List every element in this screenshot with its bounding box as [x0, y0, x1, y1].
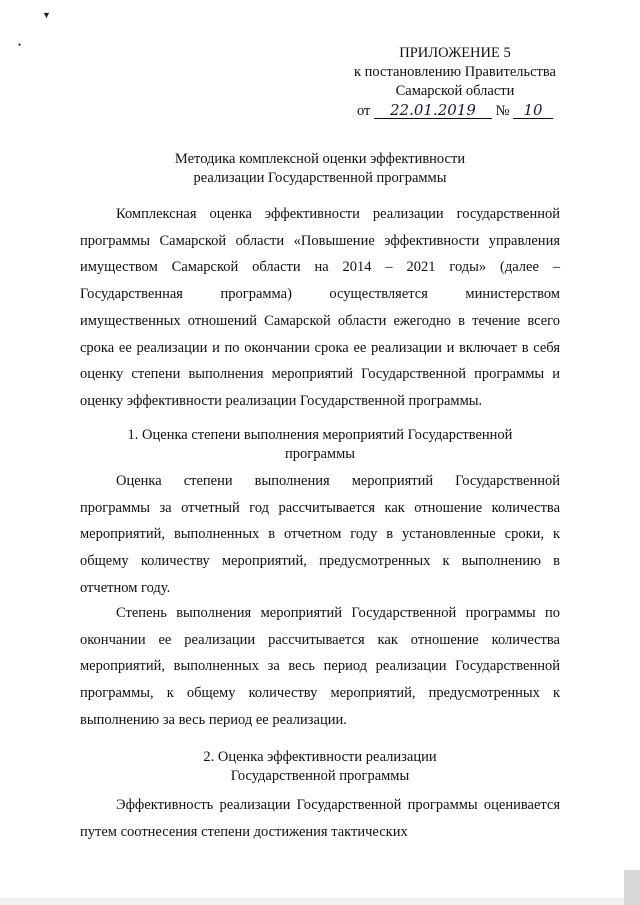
section2-paragraph1 — [80, 792, 560, 845]
section2-heading-line2: Государственной программы — [230, 768, 410, 784]
section1-heading-line1: 1. Оценка степени выполнения мероприятий Государственной — [127, 427, 513, 443]
number-label: № — [495, 103, 510, 119]
section1-heading-line2: программы — [285, 446, 355, 462]
handwritten-number: 10 — [513, 102, 553, 119]
document-title — [80, 150, 560, 188]
document-title-line1: Методика комплексной оценки эффективности — [174, 151, 466, 167]
document-title-line2: реализации Государственной программы — [193, 170, 447, 186]
appendix-line-region: Самарской области — [395, 83, 515, 99]
section1-paragraph1-text: Оценка степени выполнения мероприятий Государственной программы за отчетный год рассчитывается как отношение количества мероприятий, выполненных в отчетном году в установленные сроки, к общему количеству мероприятий, предусмотренных к выполнению в отчетном году. — [80, 473, 560, 596]
scan-bottom-edge — [0, 898, 640, 905]
section2-paragraph1-text: Эффективность реализации Государственной программы оценивается путем соотнесения степени достижения тактических — [80, 797, 560, 840]
section2-heading-line1: 2. Оценка эффективности реализации — [203, 749, 437, 765]
intro-paragraph-text: Комплексная оценка эффективности реализации государственной программы Самарской области «Повышение эффективности управления имуществом Самарской области на 2014 – 2021 годы» (далее – Государственная программа) осуществляется министерством имущественных отношений Самарской области ежегодно в течение всего срока ее реализации и по окончании срока ее реализации и включает в себя оценку степени выполнения мероприятий Государственной программы и оценку эффективности реализации Государственной программы. — [80, 206, 560, 409]
scan-mark-top: ▼ — [42, 10, 51, 20]
section1-heading — [80, 426, 560, 464]
intro-paragraph — [80, 201, 560, 415]
section2-heading — [80, 748, 560, 786]
section1-paragraph1 — [80, 468, 560, 602]
appendix-title: ПРИЛОЖЕНИЕ 5 — [399, 45, 511, 61]
appendix-line-decree: к постановлению Правительства — [354, 64, 556, 80]
scan-corner-edge — [624, 870, 640, 905]
section1-paragraph2 — [80, 600, 560, 734]
appendix-date-line — [330, 102, 580, 121]
scan-mark-left: • — [18, 40, 22, 50]
handwritten-date: 22.01.2019 — [374, 102, 492, 119]
appendix-header — [330, 44, 580, 121]
from-label: от — [356, 103, 371, 119]
section1-paragraph2-text: Степень выполнения мероприятий Государственной программы по окончании ее реализации рассчитывается как отношение количества мероприятий, выполненных за весь период реализации Государственной программы, к общему количеству мероприятий, предусмотренных к выполнению за весь период ее реализации. — [80, 605, 560, 728]
